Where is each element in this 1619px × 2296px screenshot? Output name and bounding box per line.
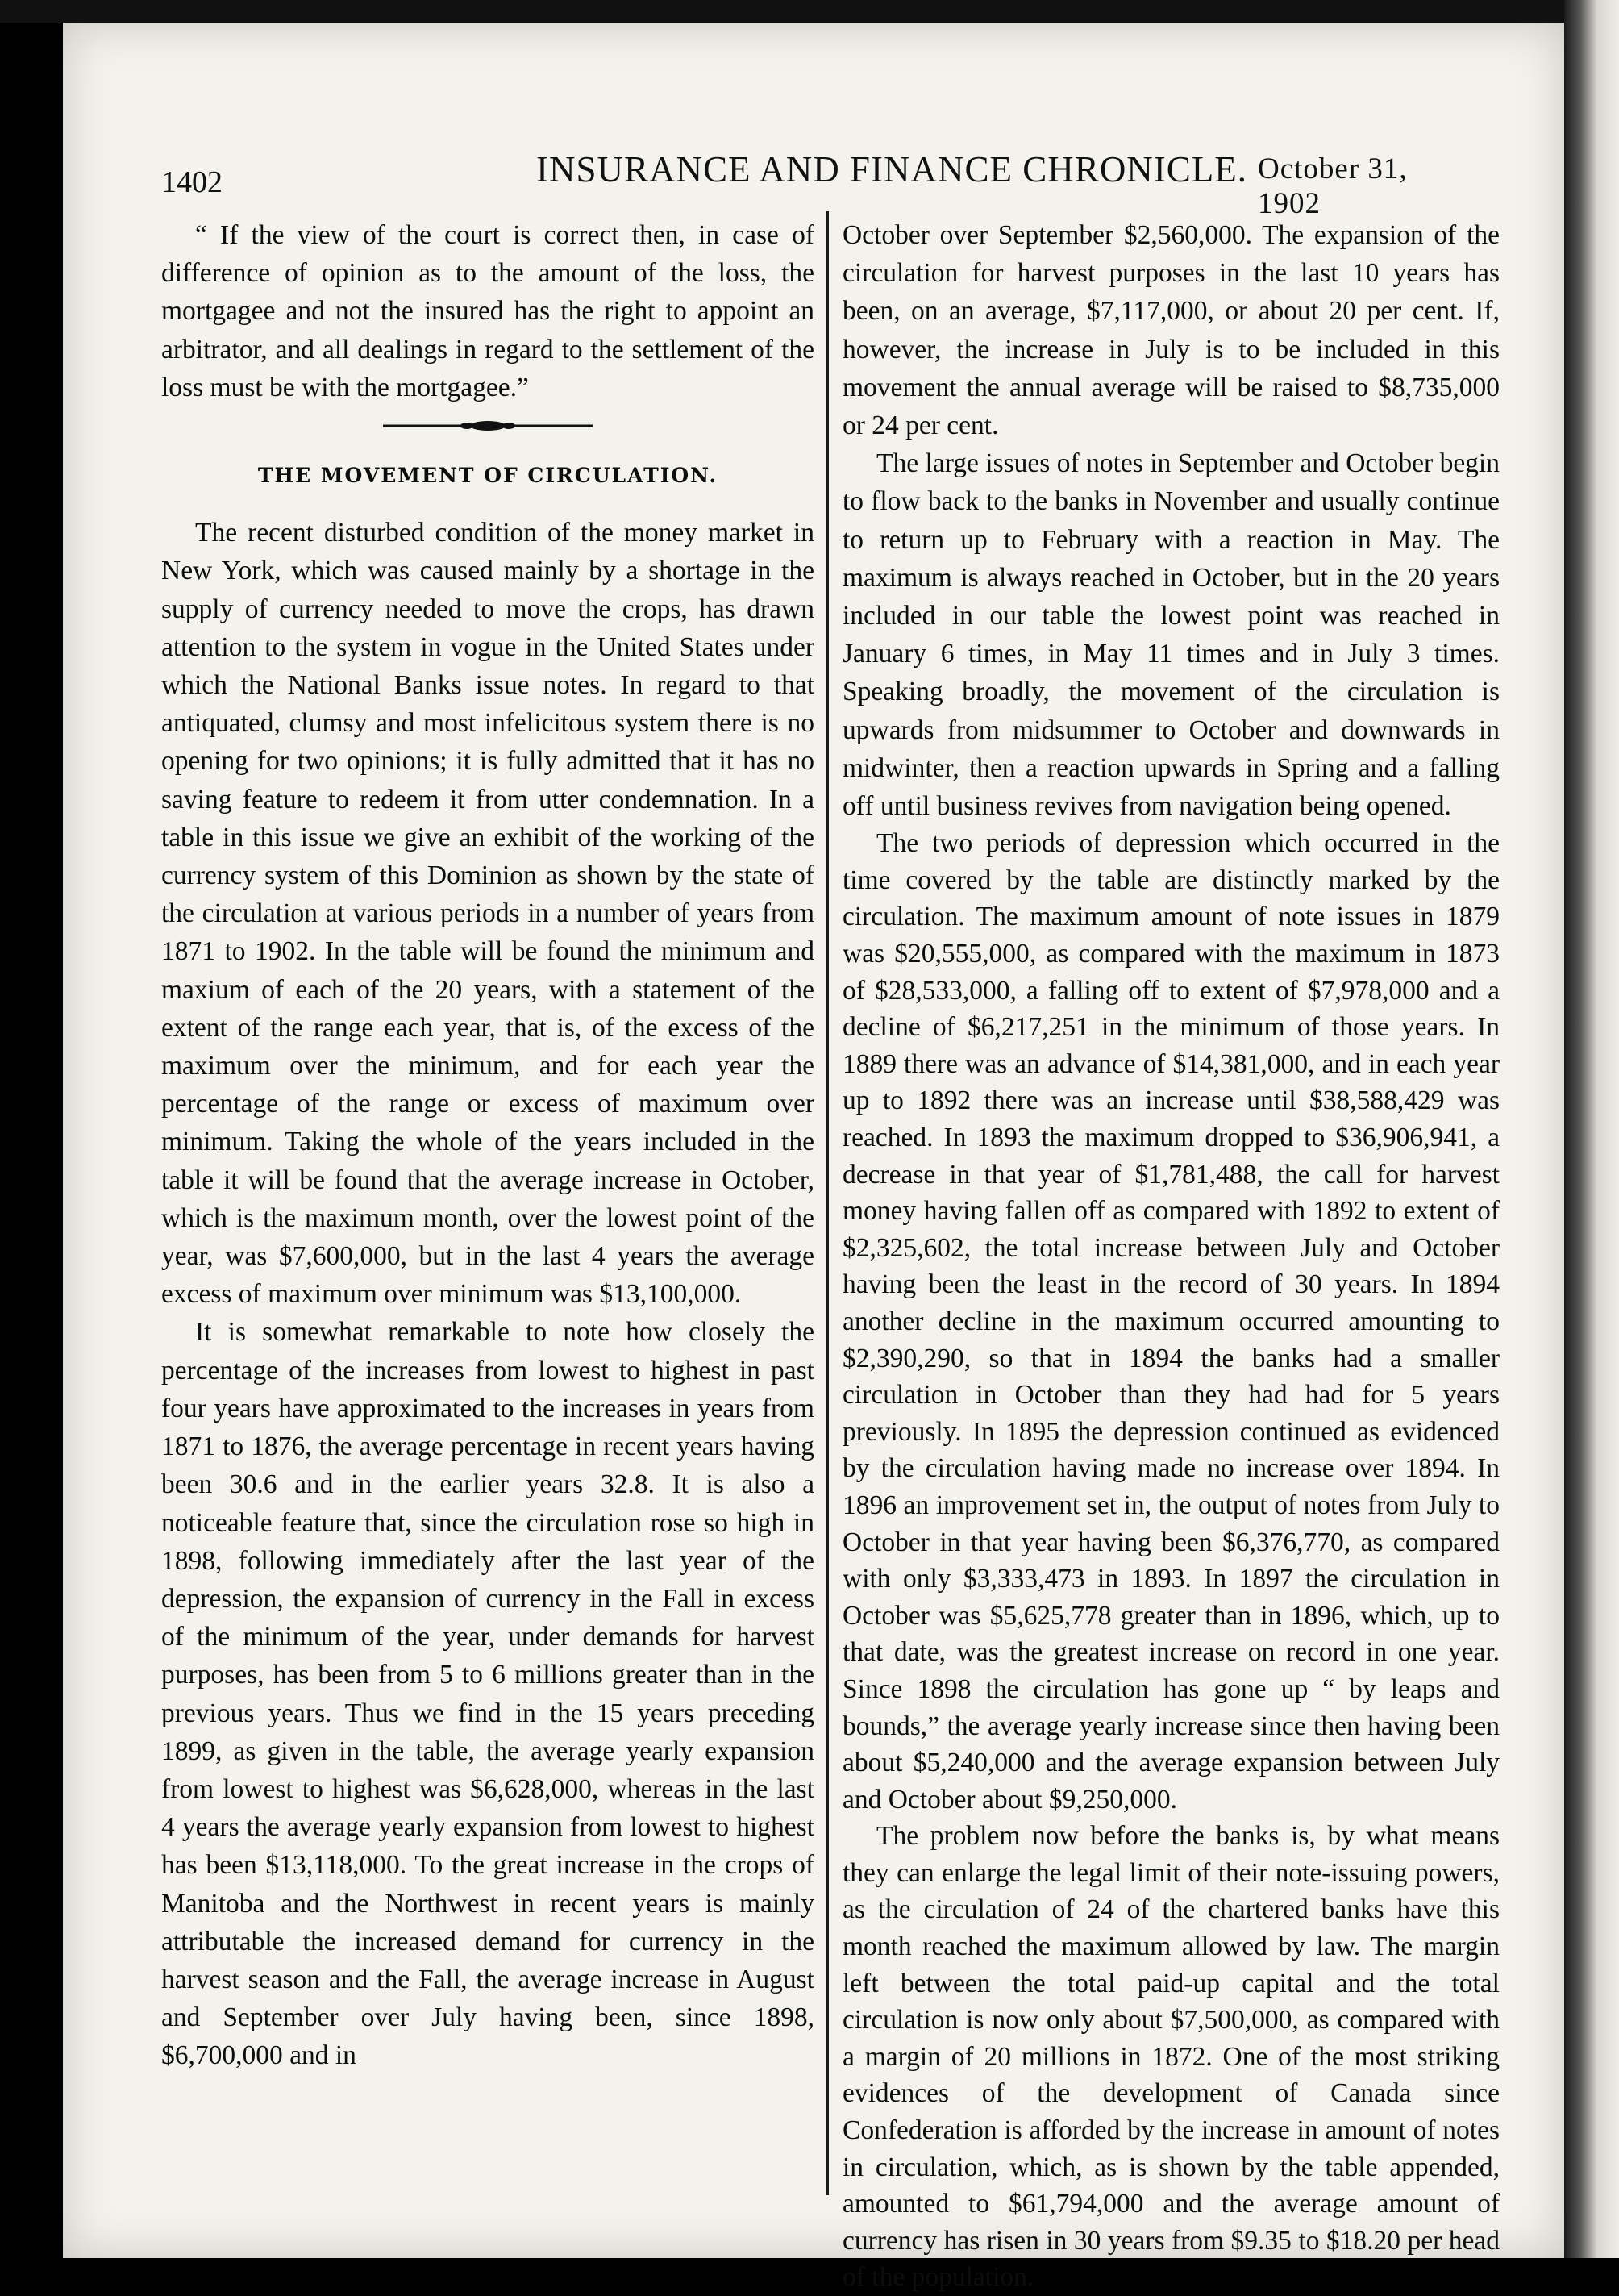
column-divider (826, 211, 829, 2195)
article-paragraph: October over September $2,560,000. The expansion of the circulation for harvest purposes in the last 10 years has been, on an average, $7,117,000, or about 20 per cent. If, however, the increase in July is to be included in this movement the annual average will be raised to $8,735,000 or 24 per cent. (843, 220, 1500, 441)
article-paragraph: It is somewhat remarkable to note how closely the percentage of the increases from lowest to highest in past four years have approximated to the increases in years from 1871 to 1876, the average percentage in recent years having been 30.6 and in the earlier years 32.8. It is also a noticeable feature that, since the circulation rose so high in 1898, following immediately after the last year of the depression, the expansion of currency in the Fall in excess of the minimum of the year, under demands for harvest purposes, has been from 5 to 6 millions greater than in the previous years. Thus we find in the 15 years preceding 1899, as given in the table, the average yearly expansion from lowest to highest was $6,628,000, whereas in the last 4 years the average yearly expansion from lowest to highest has been $13,118,000. To the great increase in the crops of Manitoba and the Northwest in recent years is mainly attributable the increased demand for currency in the harvest season and the Fall, the average increase in August and September over July having been, since 1898, $6,700,000 and in (161, 1317, 814, 2071)
article-paragraph: The problem now before the banks is, by what means they can enlarge the legal limit of their note-issuing powers, as the circulation of 24 of the chartered banks have this month reached the maximum allowed by law. The margin left between the total paid-up capital and the total circulation is now only about $7,500,000, as compared with a margin of 20 millions in 1872. One of the most striking evidences of the development of Canada since Confederation is afforded by the increase in amount of notes in circulation, which, as is shown by the table appended, amounted to $61,794,000 and the average amount of currency has risen in 30 years from $9.35 to $18.20 per head of the population. (843, 1821, 1500, 2293)
scan-right-border (1564, 0, 1619, 2258)
right-column (843, 216, 1500, 2296)
left-column (161, 216, 814, 2075)
running-header (97, 137, 1459, 220)
article-paragraph: The large issues of notes in September and October begin to flow back to the banks in November and usually continue to return up to February with a reaction in May. The maximum is always reached in October, but in the 20 years included in our table the lowest point was reached in January 6 times, in May 11 times and in July 3 times. Speaking broadly, the movement of the circulation is upwards from midsummer to October and downwards in midwinter, then a reaction upwards in Spring and a falling off until business revives from navigation being opened. (843, 448, 1500, 822)
journal-title: INSURANCE AND FINANCE CHRONICLE. (536, 149, 1248, 190)
page-number: 1402 (161, 165, 223, 199)
scan-top-border (0, 0, 1619, 23)
issue-date: October 31, 1902 (1258, 152, 1408, 220)
article-paragraph: The recent disturbed condition of the money market in New York, which was caused mainly by a shortage in the supply of currency needed to move the crops, has drawn attention to the system in vogue in the United States under which the National Banks issue notes. In regard to that antiquated, clumsy and most infelicitous system there is no opening for two opinions; it is fully admitted that it has no saving feature to redeem it from utter condemnation. In a table in this issue we give an exhibit of the working of the currency system of this Dominion as shown by the state of the circulation at various periods in a number of years from 1871 to 1902. In the table will be found the minimum and maxium of each of the 20 years, with a statement of the extent of the range each year, that is, of the excess of the maximum over the minimum, and for each year the percentage of the range or excess of maximum over minimum. Taking the whole of the years included in the table it will be found that the average increase in October, which is the maximum month, over the lowest point of the year, was $7,600,000, but in the last 4 years the average excess of maximum over minimum was $13,100,000. (161, 518, 814, 1310)
article-title: THE MOVEMENT OF CIRCULATION. (257, 464, 718, 488)
quoted-paragraph: “ If the view of the court is correct then, in case of difference of opinion as to the amount of the loss, the mortgagee and not the insured has the right to appoint an arbitrator, and all dealings in regard to the settlement of the loss must be with the mortgagee.” (161, 220, 814, 402)
ornament-divider-icon (383, 418, 593, 434)
article-paragraph: The two periods of depression which occurred in the time covered by the table are distinctly marked by the circulation. The maximum amount of note issues in 1879 was $20,555,000, as compared with the maximum in 1873 of $28,533,000, a falling off to extent of $7,978,000 and a decline of $6,217,251 in the minimum of those years. In 1889 there was an advance of $14,381,000, and in each year up to 1892 there was an increase until $38,588,429 was reached. In 1893 the maximum dropped to $36,906,941, a decrease in that year of $1,781,488, the call for harvest money having fallen off as compared with 1892 to extent of $2,325,602, the total increase between July and October having been the least in the record of 30 years. In 1894 another decline in the maximum occurred amounting to $2,390,290, so that in 1894 the banks had a smaller circulation in October than they had had for 5 years previously. In 1895 the depression continued as evidenced by the circulation having made no increase over 1894. In 1896 an improvement set in, the output of notes from July to October in that year having been $6,376,770, as compared with only $3,333,473 in 1893. In 1897 the circulation in October was $5,625,778 greater than in 1896, which, up to that date, was the greatest increase on record in one year. Since 1898 the circulation has gone up “ by leaps and bounds,” the average yearly increase since then having been about $5,240,000 and the average expansion between July and October about $9,250,000. (843, 828, 1500, 1815)
